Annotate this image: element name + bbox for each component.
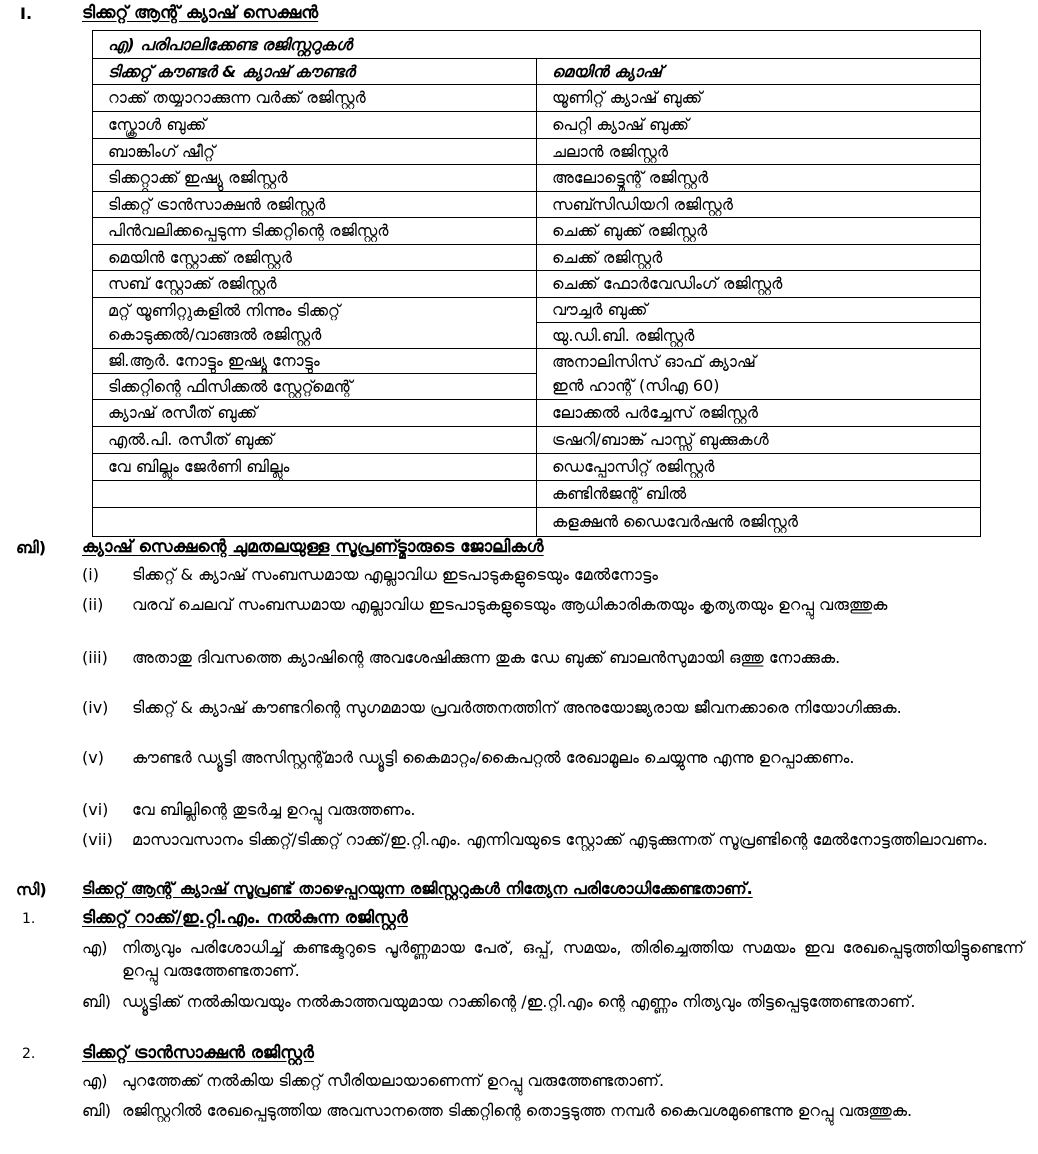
item-marker: (i) [82, 565, 99, 584]
cell-left: ക്യാഷ് രസീത് ബുക്ക് [93, 400, 537, 427]
section-title: ക്യാഷ് സെക്ഷന്റെ ചുമതലയുള്ള സൂപ്രണ്ട്മാരുടെ ജോലികൾ [82, 537, 544, 557]
item-text: നിത്യവും പരിശോധിച്ച് കണ്ടക്ടറുടെ പൂർണ്ണമായ പേര്, ഒപ്പ്, സമയം, തിരിച്ചെത്തിയ സമയം ഇവ രേഖപ്പെടുത്തിയിട്ടുണ്ടെന്ന് ഉറപ്പു വരുത്തേണ്ടതാണ്. [122, 938, 1024, 980]
column-header-right: മെയിൻ ക്യാഷ് [537, 59, 981, 85]
cell-right: ചെക്ക് ഫോർവേഡിംഗ് രജിസ്റ്റർ [537, 271, 981, 298]
table-row [93, 349, 981, 374]
table-caption-row [93, 31, 981, 59]
cell-right: ചെക്ക് രജിസ്റ്റർ [537, 245, 981, 271]
cell-left: വേ ബില്ലും ജേർണി ബില്ലും [93, 454, 537, 481]
cell-line: ഇൻ ഹാന്റ് (സിഎ 60) [552, 376, 720, 395]
table-row [93, 454, 981, 481]
table-row [93, 112, 981, 139]
cell-left: ബാങ്കിംഗ് ഷീറ്റ് [93, 139, 537, 165]
cell-left: ജി.ആർ. നോട്ടും ഇഷ്യൂ നോട്ടും [93, 349, 537, 374]
cell-left: എൽ.പി. രസീത് ബുക്ക് [93, 427, 537, 454]
cell-right: സബ്സിഡിയറി രജിസ്റ്റർ [537, 192, 981, 218]
item-text: മാസാവസാനം ടിക്കറ്റ്/ടിക്കറ്റ് റാക്ക്/ഇ.റ്റി.എം. എന്നിവയുടെ സ്റ്റോക്ക് എടുക്കുന്നത് സൂപ്രണ്ടിന്റെ മേൽനോട്ടത്തിലാവണം. [132, 830, 988, 849]
item-text: വരവ് ചെലവ് സംബന്ധമായ എല്ലാവിധ ഇടപാടുകളുടെയും ആധികാരികതയും കൃത്യതയും ഉറപ്പു വരുത്തുക [132, 595, 888, 614]
cell-right: ട്രഷറി/ബാങ്ക് പാസ്സ് ബുക്കുകൾ [537, 427, 981, 454]
cell-left [93, 508, 537, 537]
sub-number: 2. [22, 1046, 36, 1062]
cell-line: അനാലിസിസ് ഓഫ് ക്യാഷ് [552, 352, 756, 371]
table-row [93, 245, 981, 271]
item-text: രജിസ്റ്ററിൽ രേഖപ്പെടുത്തിയ അവസാനത്തെ ടിക്കറ്റിന്റെ തൊട്ടടുത്ത നമ്പർ കൈവശമുണ്ടെന്നു ഉറപ്പു വരുത്തുക. [122, 1101, 913, 1120]
section-number: I. [20, 4, 33, 23]
cell-right: യു.ഡി.ബി. രജിസ്റ്റർ [537, 323, 981, 349]
item-marker: ബി) [82, 992, 111, 1011]
table-row [93, 481, 981, 508]
column-header-left: ടിക്കറ്റ് കൗണ്ടർ & ക്യാഷ് കൗണ്ടർ [93, 59, 537, 85]
table-caption: എ) പരിപാലിക്കേണ്ട രജിസ്റ്ററുകൾ [93, 31, 981, 59]
cell-right: കണ്ടിൻജന്റ് ബിൽ [537, 481, 981, 508]
item-marker: എ) [82, 938, 108, 957]
cell-right: കളക്ഷൻ ഡൈവേർഷൻ രജിസ്റ്റർ [537, 508, 981, 537]
cell-left: മെയിൻ സ്റ്റോക്ക് രജിസ്റ്റർ [93, 245, 537, 271]
item-text: പുറത്തേക്ക് നൽകിയ ടിക്കറ്റ് സീരിയലായാണെന്ന് ഉറപ്പു വരുത്തേണ്ടതാണ്. [122, 1071, 665, 1090]
item-marker: (v) [82, 748, 104, 767]
sub-title: ടിക്കറ്റ് റാക്ക്/ഇ.റ്റി.എം. നൽകുന്ന രജിസ്റ്റർ [82, 908, 408, 928]
cell-left-merged [93, 298, 537, 349]
table-row [93, 508, 981, 537]
sub-title: ടിക്കറ്റ് ട്രാൻസാക്ഷൻ രജിസ്റ്റർ [82, 1043, 314, 1063]
table-row [93, 192, 981, 218]
cell-left: ടിക്കറ്റ്റാക്ക് ഇഷ്യു രജിസ്റ്റർ [93, 165, 537, 192]
cell-right: ഡെപ്പോസിറ്റ് രജിസ്റ്റർ [537, 454, 981, 481]
section-title: ടിക്കറ്റ് ആന്റ് ക്യാഷ് സൂപ്രണ്ട് താഴെപ്പറയുന്ന രജിസ്റ്ററുകൾ നിത്യേന പരിശോധിക്കേണ്ടതാണ്. [82, 879, 753, 898]
cell-right: വൗച്ചർ ബുക്ക് [537, 298, 981, 323]
table-row [93, 139, 981, 165]
cell-right: ലോക്കൽ പർച്ചേസ് രജിസ്റ്റർ [537, 400, 981, 427]
section-title: ടിക്കറ്റ് ആന്റ് ക്യാഷ് സെക്ഷൻ [82, 3, 319, 23]
table-row [93, 400, 981, 427]
item-marker: (vii) [82, 830, 113, 849]
cell-right: പെറ്റി ക്യാഷ് ബുക്ക് [537, 112, 981, 139]
item-marker: (iii) [82, 648, 108, 667]
cell-right: ചലാൻ രജിസ്റ്റർ [537, 139, 981, 165]
cell-left: ടിക്കറ്റിന്റെ ഫിസിക്കൽ സ്റ്റേറ്റ്മെന്റ് [93, 374, 537, 400]
cell-left: സ്ക്രോൾ ബുക്ക് [93, 112, 537, 139]
cell-left: പിൻവലിക്കപ്പെടുന്ന ടിക്കറ്റിന്റെ രജിസ്റ്റർ [93, 218, 537, 245]
item-text: ടിക്കറ്റ് & ക്യാഷ് സംബന്ധമായ എല്ലാവിധ ഇടപാടുകളുടെയും മേൽനോട്ടം [132, 565, 658, 584]
cell-line: കൊടുക്കൽ/വാങ്ങൽ രജിസ്റ്റർ [108, 325, 322, 344]
item-marker: (iv) [82, 698, 109, 717]
section-number: ബി) [16, 538, 47, 557]
item-marker: (ii) [82, 595, 104, 614]
cell-right-merged [537, 349, 981, 400]
item-marker: എ) [82, 1071, 108, 1090]
item-text: ഡ്യൂട്ടിക്ക് നൽകിയവയും നൽകാത്തവയുമായ റാക്കിന്റെ /ഇ.റ്റി.എം ന്റെ എണ്ണം നിത്യവും തിട്ടപ്പെടുത്തേണ്ടതാണ്. [122, 992, 916, 1011]
cell-left: ടിക്കറ്റ് ട്രാൻസാക്ഷൻ രജിസ്റ്റർ [93, 192, 537, 218]
table-row [93, 218, 981, 245]
table-row [93, 85, 981, 112]
table-row [93, 271, 981, 298]
table-header-row [93, 59, 981, 85]
item-text: വേ ബില്ലിന്റെ തുടർച്ച ഉറപ്പു വരുത്തണം. [132, 800, 416, 819]
item-text: കൗണ്ടർ ഡ്യൂട്ടി അസിസ്റ്റന്റ്മാർ ഡ്യൂട്ടി കൈമാറ്റം/കൈപറ്റൽ രേഖാമൂലം ചെയ്യുന്നു എന്നു ഉറപ്പാക്കണം. [132, 748, 855, 767]
register-table [92, 30, 981, 537]
cell-left: സബ് സ്റ്റോക്ക് രജിസ്റ്റർ [93, 271, 537, 298]
cell-left [93, 481, 537, 508]
item-text: അതാതു ദിവസത്തെ ക്യാഷിന്റെ അവശേഷിക്കുന്ന തുക ഡേ ബുക്ക് ബാലൻസുമായി ഒത്തു നോക്കുക. [132, 648, 841, 667]
sub-number: 1. [22, 911, 36, 927]
cell-right: ചെക്ക് ബുക്ക് രജിസ്റ്റർ [537, 218, 981, 245]
section-number: സി) [16, 880, 47, 899]
item-marker: ബി) [82, 1101, 111, 1120]
cell-right: യൂണിറ്റ് ക്യാഷ് ബുക്ക് [537, 85, 981, 112]
table-row [93, 427, 981, 454]
item-text: ടിക്കറ്റ് & ക്യാഷ് കൗണ്ടറിന്റെ സുഗമമായ പ്രവർത്തനത്തിന് അനുയോജ്യരായ ജീവനക്കാരെ നിയോഗിക്കുക. [132, 698, 902, 717]
cell-left: റാക്ക് തയ്യാറാക്കുന്ന വർക്ക് രജിസ്റ്റർ [93, 85, 537, 112]
table-row [93, 165, 981, 192]
cell-right: അലോട്ട്മെന്റ് രജിസ്റ്റർ [537, 165, 981, 192]
cell-line: മറ്റ് യൂണിറ്റുകളിൽ നിന്നും ടിക്കറ്റ് [108, 301, 341, 320]
item-marker: (vi) [82, 800, 109, 819]
table-row [93, 298, 981, 323]
